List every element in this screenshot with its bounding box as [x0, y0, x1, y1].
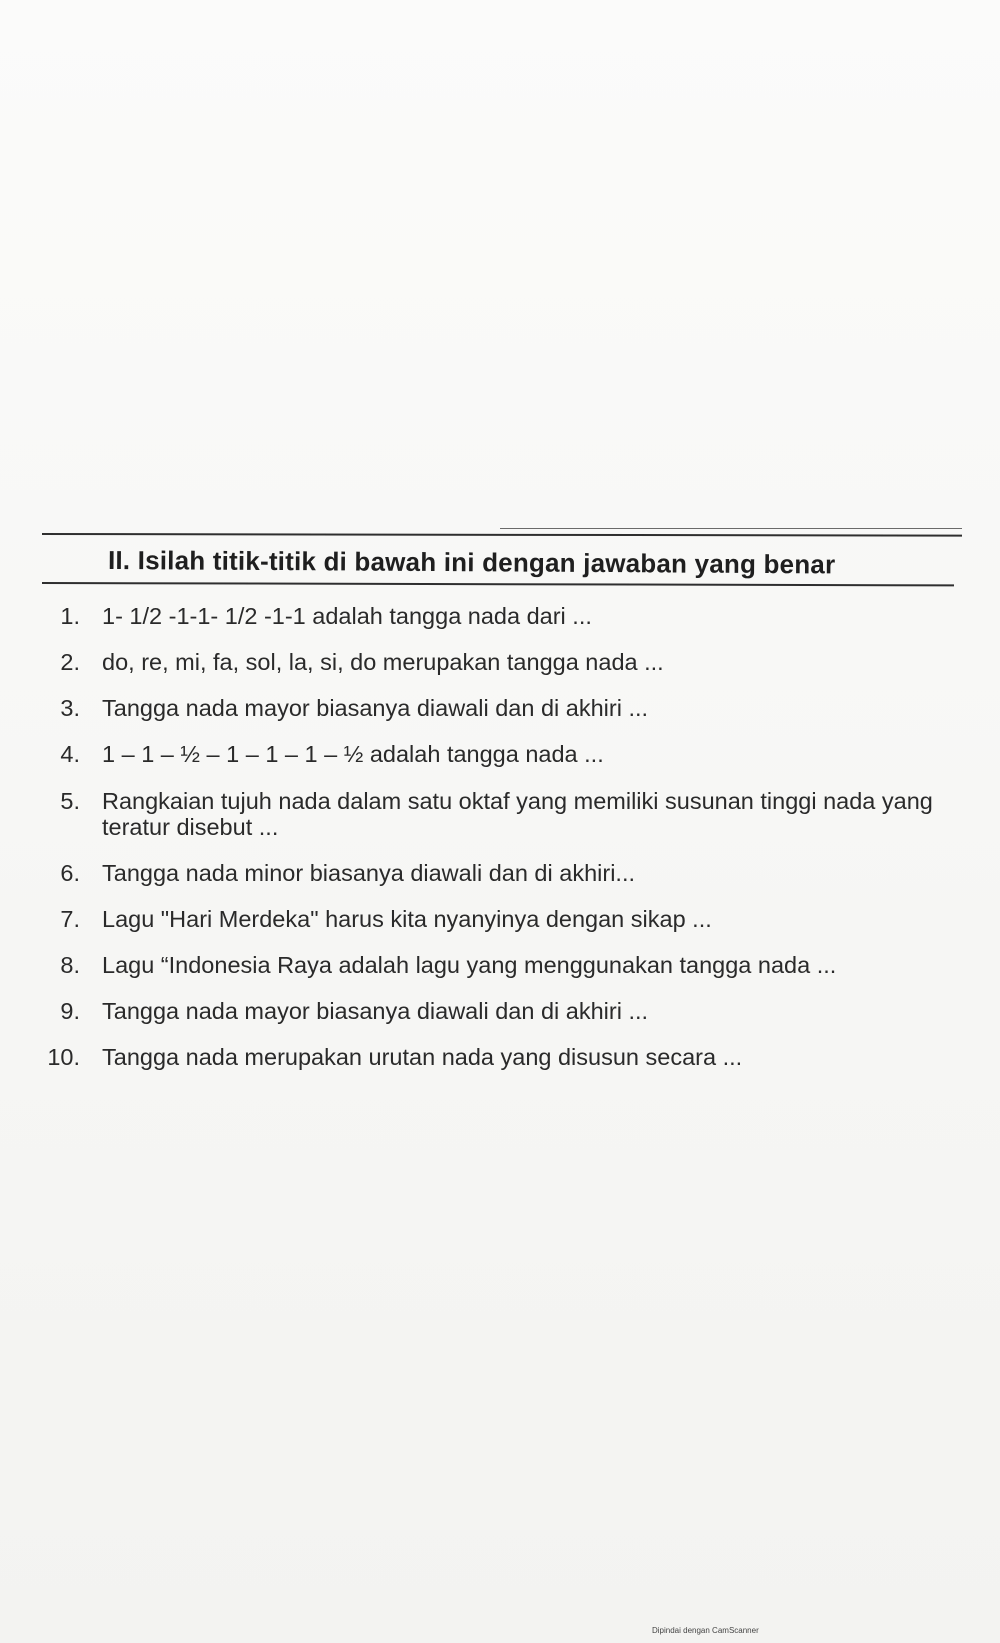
question-number: 6.	[60, 860, 80, 886]
question-text: Lagu "Hari Merdeka" harus kita nyanyinya dengan sikap ...	[102, 906, 712, 932]
question-number: 4.	[60, 741, 80, 767]
question-text: Tangga nada mayor biasanya diawali dan di akhiri ...	[102, 998, 649, 1024]
question-text: Rangkaian tujuh nada dalam satu oktaf yang memiliki susunan tinggi nada yang teratur disebut ...	[102, 788, 933, 840]
question-text: Lagu “Indonesia Raya adalah lagu yang menggunakan tangga nada ...	[102, 952, 837, 978]
question-text: Tangga nada mayor biasanya diawali dan di akhiri ...	[102, 695, 649, 721]
question-text: Tangga nada minor biasanya diawali dan di akhiri...	[102, 860, 635, 886]
header-top-thin-rule	[500, 528, 962, 529]
question-number: 5.	[60, 788, 80, 814]
section-heading: II. Isilah titik-titik di bawah ini dengan jawaban yang benar	[107, 545, 836, 580]
question-number: 7.	[60, 906, 80, 932]
question-number: 2.	[60, 649, 80, 675]
question-number: 3.	[60, 695, 80, 721]
question-number: 9.	[60, 998, 80, 1024]
question-text: 1- 1/2 -1-1- 1/2 -1-1 adalah tangga nada dari ...	[102, 603, 592, 629]
question-number: 1.	[60, 603, 80, 629]
question-text: 1 – 1 – ½ – 1 – 1 – 1 – ½ adalah tangga nada ...	[102, 741, 604, 767]
question-text: Tangga nada merupakan urutan nada yang disusun secara ...	[102, 1044, 743, 1070]
question-number: 8.	[60, 952, 80, 978]
scanner-watermark: Dipindai dengan CamScanner	[652, 1626, 759, 1635]
question-number: 10.	[47, 1044, 80, 1070]
question-text: do, re, mi, fa, sol, la, si, do merupakan tangga nada ...	[102, 649, 664, 675]
